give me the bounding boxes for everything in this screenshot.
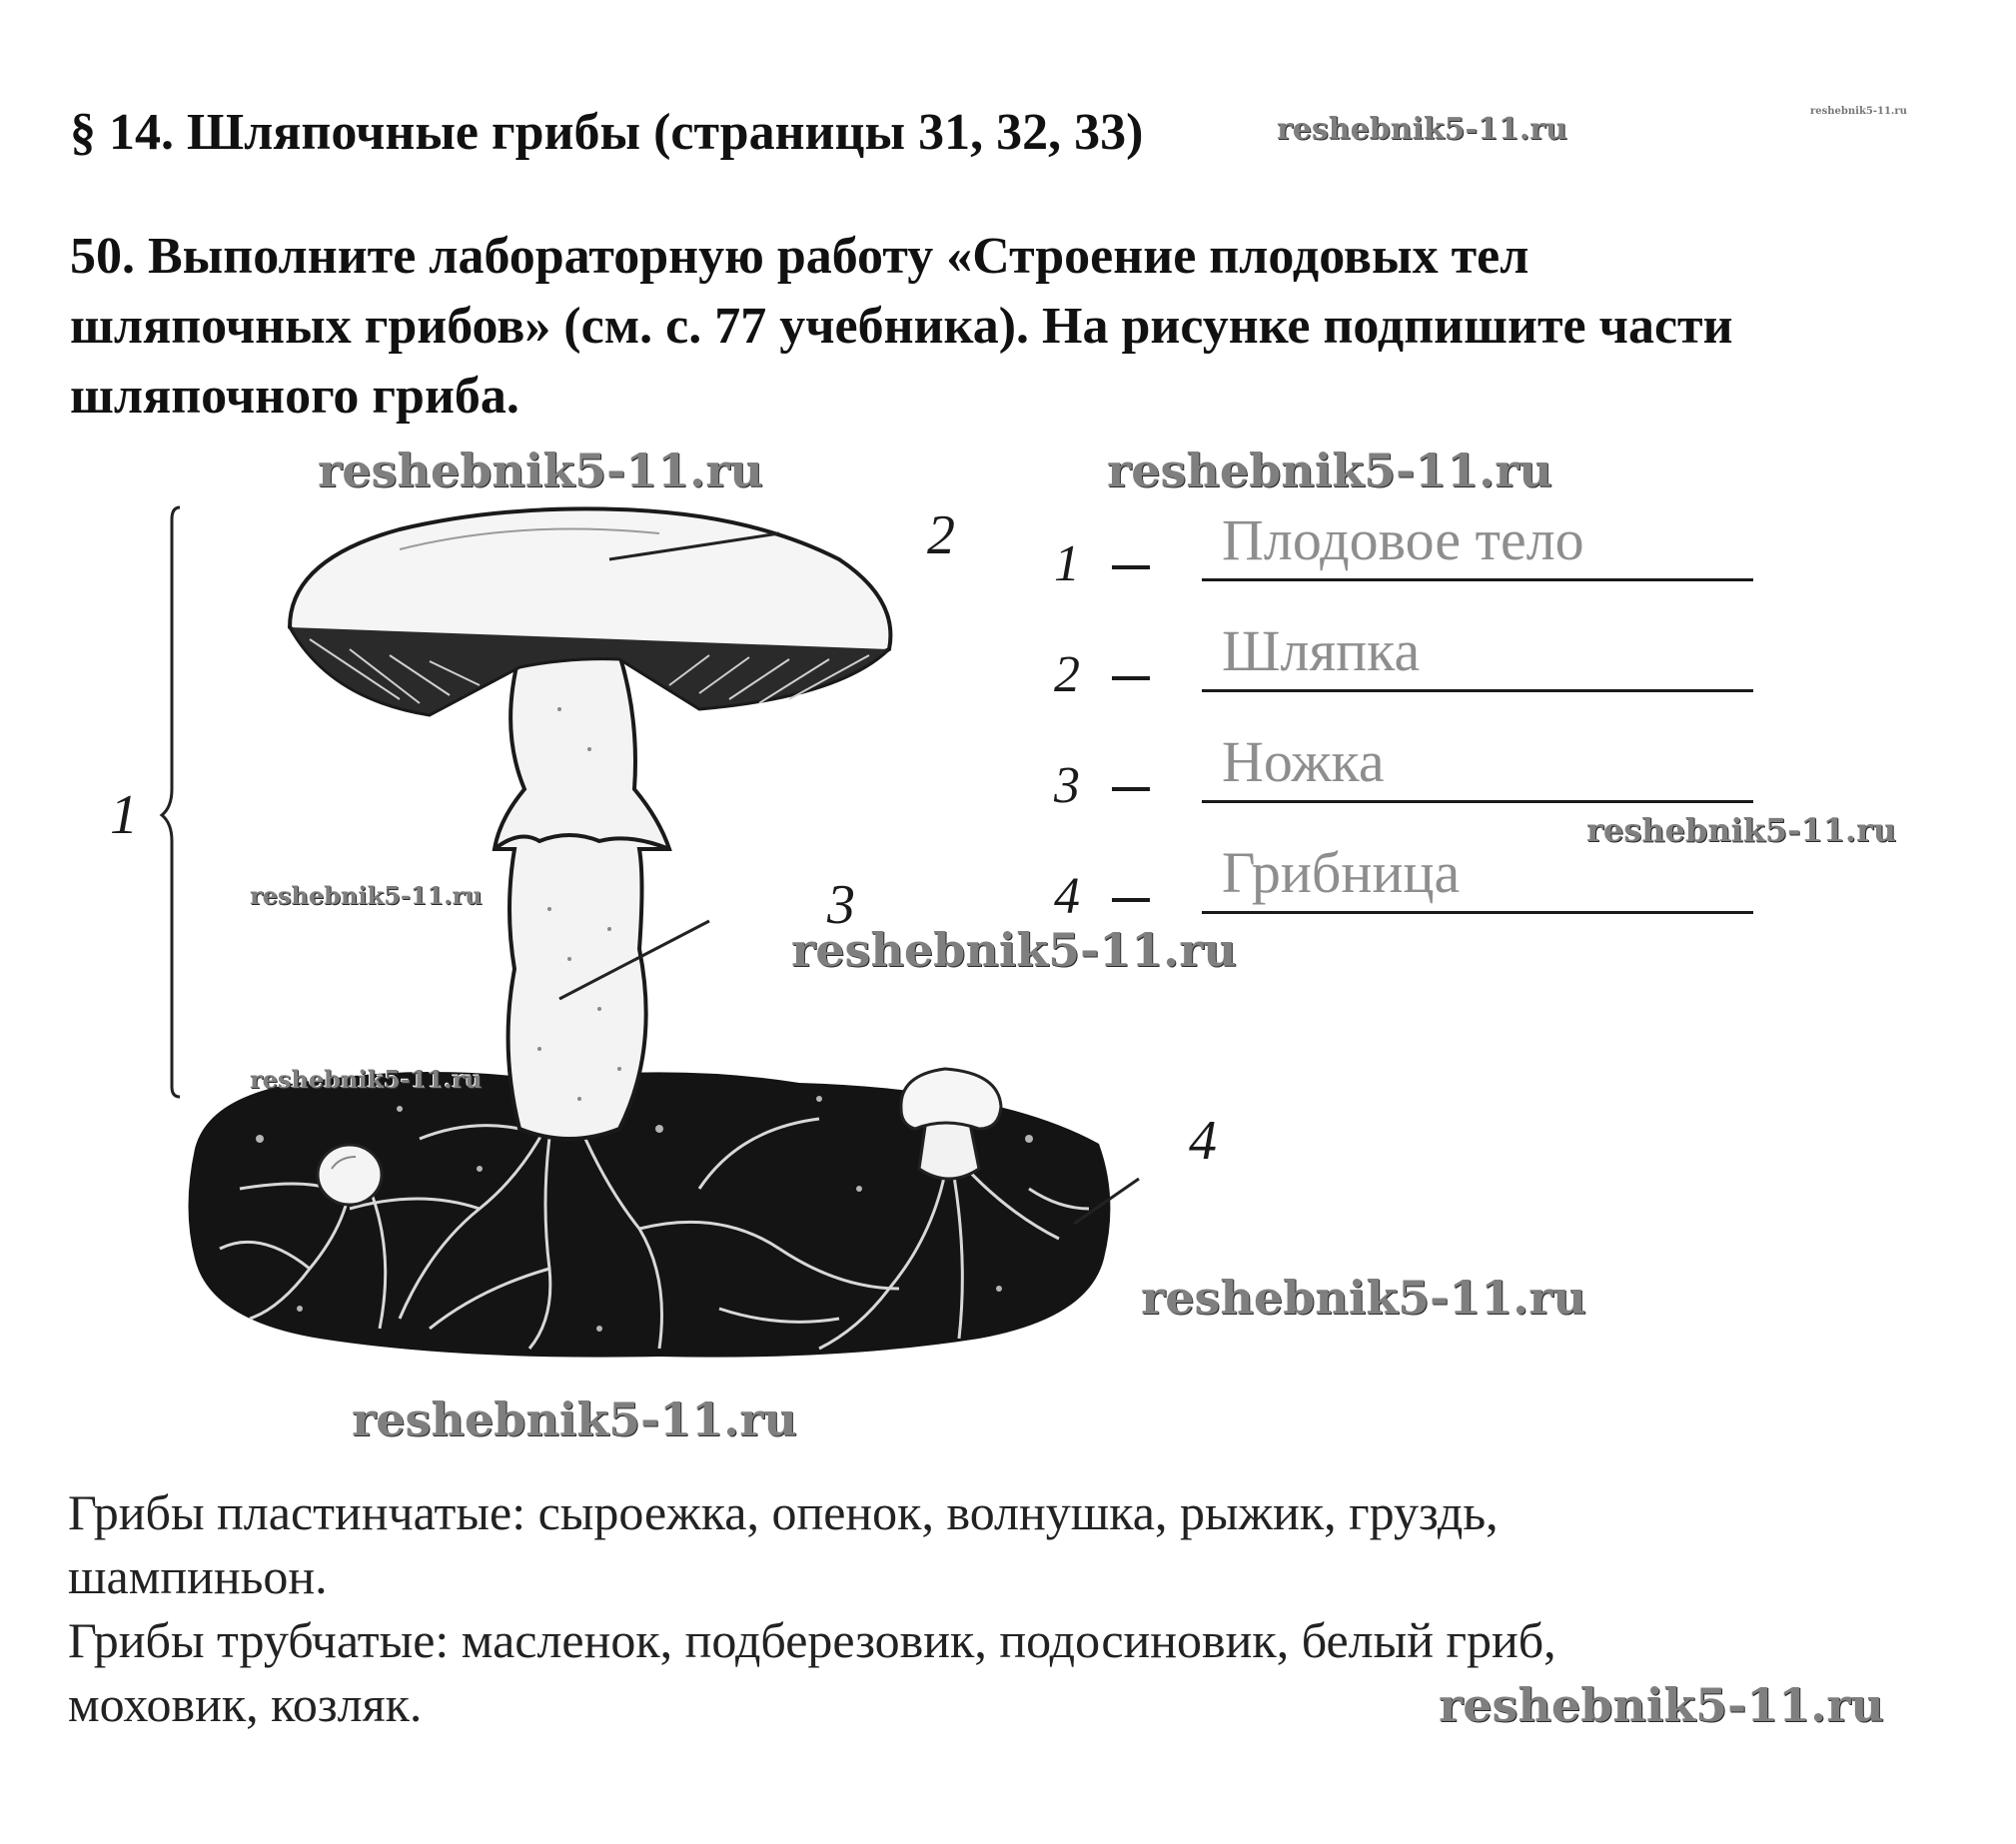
figure-label-4: 4 [1189, 1110, 1217, 1172]
answer-row [1054, 610, 1753, 710]
small-mushroom-left [318, 1145, 382, 1205]
watermark: reshebnik5-11.ru [1439, 1678, 1884, 1732]
answer-dash [1112, 787, 1150, 791]
watermark: reshebnik5-11.ru [250, 1065, 483, 1094]
answer-text: Грибница [1222, 840, 1461, 905]
task-line: шляпочных грибов» (см. с. 77 учебника). На рисунке подпишите части [70, 298, 1733, 355]
watermark: reshebnik5-11.ru [1141, 1271, 1586, 1325]
answer-line [1202, 800, 1753, 803]
answer-number: 4 [1054, 868, 1080, 925]
answer-line [1202, 911, 1753, 914]
task-line: шляпочного гриба. [70, 368, 519, 425]
watermark: reshebnik5-11.ru [791, 923, 1237, 977]
species-line: Грибы пластинчатые: сыроежка, опенок, волнушка, рыжик, груздь, [68, 1484, 1499, 1540]
species-line: Грибы трубчатые: масленок, подберезовик, подосиновик, белый гриб, [68, 1612, 1556, 1668]
task-line: 50. Выполните лабораторную работу «Строение плодовых тел [70, 228, 1529, 285]
watermark: reshebnik5-11.ru [352, 1392, 797, 1446]
fruiting-body-bracket [162, 507, 180, 1097]
answer-line [1202, 578, 1753, 581]
watermark: reshebnik5-11.ru [1586, 811, 1897, 849]
answer-dash [1112, 565, 1150, 569]
answer-number: 1 [1054, 535, 1080, 592]
answer-number: 2 [1054, 646, 1080, 703]
answer-number: 3 [1054, 757, 1080, 814]
answer-line [1202, 689, 1753, 692]
watermark-heading: reshebnik5-11.ru [1277, 112, 1567, 147]
figure-label-3: 3 [827, 874, 855, 936]
answer-text: Шляпка [1222, 618, 1421, 683]
watermark: reshebnik5-11.ru [250, 881, 483, 910]
mushroom-stem [495, 654, 669, 1139]
watermark: reshebnik5-11.ru [1107, 444, 1552, 497]
answer-dash [1112, 898, 1150, 902]
species-line: шампиньон. [68, 1548, 328, 1604]
answer-text: Плодовое тело [1222, 507, 1584, 572]
figure-label-1: 1 [110, 784, 138, 846]
answer-dash [1112, 676, 1150, 680]
watermark: reshebnik5-11.ru [318, 444, 763, 497]
answer-text: Ножка [1222, 729, 1385, 794]
answer-row [1054, 721, 1753, 821]
answer-row [1054, 499, 1753, 599]
task-text [70, 222, 1968, 432]
species-line: моховик, козляк. [68, 1676, 423, 1732]
section-heading: § 14. Шляпочные грибы (страницы 31, 32, 33) [70, 104, 1144, 161]
watermark-tiny: reshebnik5-11.ru [1810, 106, 1907, 117]
figure-label-2: 2 [927, 504, 955, 566]
